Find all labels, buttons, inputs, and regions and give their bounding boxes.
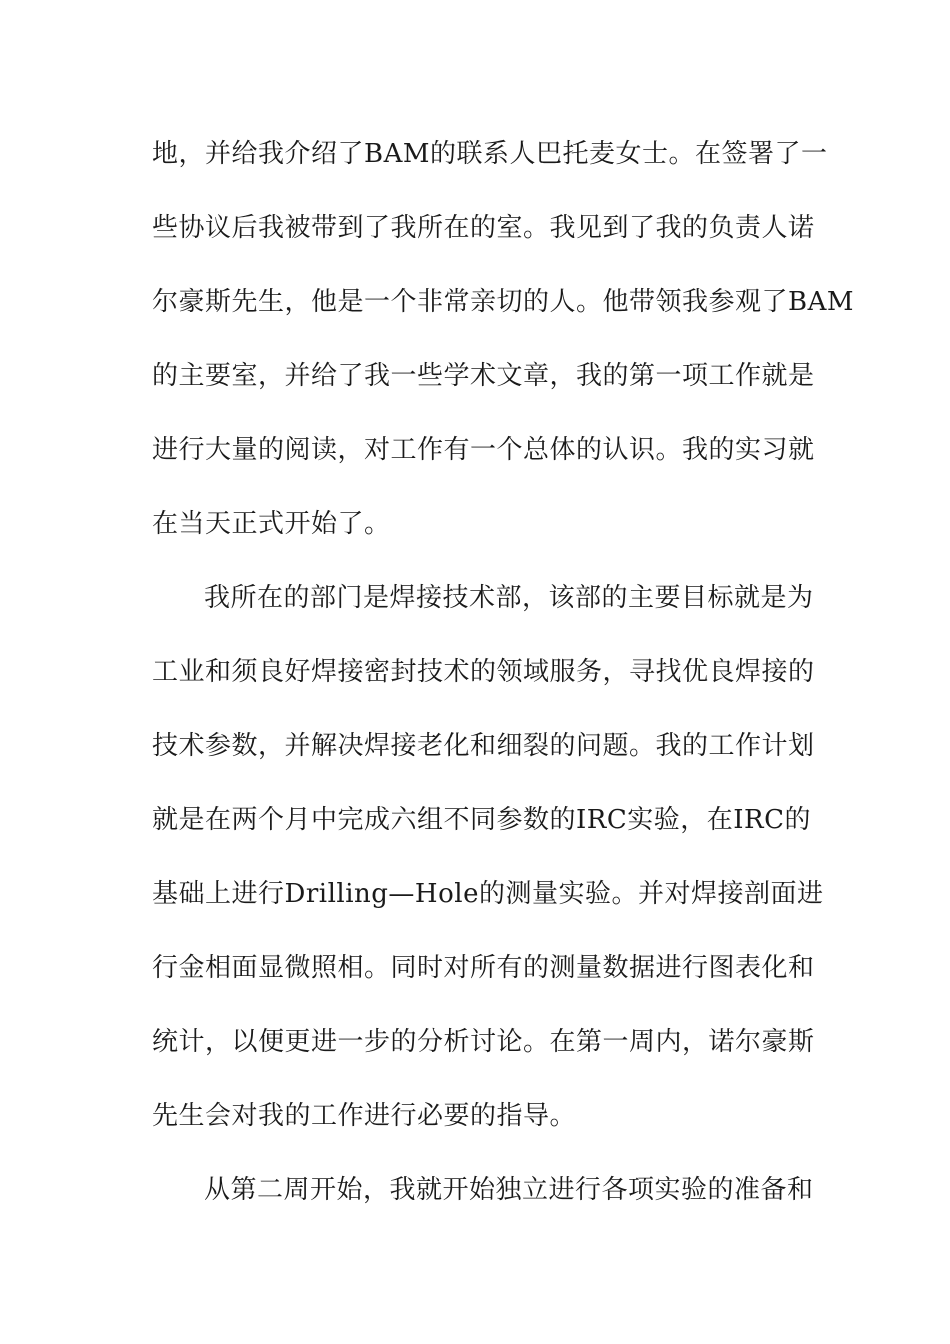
body-text (152, 128, 855, 1238)
paragraph-start-line: 从第二周开始，我就开始独立进行各项实验的准备和 (204, 1175, 814, 1205)
text-line: 进行大量的阅读，对工作有一个总体的认识。我的实习就 (152, 435, 815, 465)
text-line: 些协议后我被带到了我所在的室。我见到了我的负责人诺 (152, 213, 815, 243)
text-line: 技术参数，并解决焊接老化和细裂的问题。我的工作计划 (152, 731, 815, 761)
text-line: 的主要室，并给了我一些学术文章，我的第一项工作就是 (152, 361, 815, 391)
paragraph-start-line: 我所在的部门是焊接技术部，该部的主要目标就是为 (204, 583, 814, 613)
text-line: 地，并给我介绍了BAM的联系人巴托麦女士。在签署了一 (152, 139, 828, 169)
text-line: 工业和须良好焊接密封技术的领域服务，寻找优良焊接的 (152, 657, 815, 687)
text-line: 在当天正式开始了。 (152, 509, 391, 539)
text-line: 统计，以便更进一步的分析讨论。在第一周内，诺尔豪斯 (152, 1027, 815, 1057)
text-line: 先生会对我的工作进行必要的指导。 (152, 1101, 577, 1131)
text-line: 行金相面显微照相。同时对所有的测量数据进行图表化和 (152, 953, 815, 983)
text-line: 就是在两个月中完成六组不同参数的IRC实验，在IRC的 (152, 805, 811, 835)
text-line: 基础上进行Drilling—Hole的测量实验。并对焊接剖面进 (152, 879, 824, 909)
text-line: 尔豪斯先生，他是一个非常亲切的人。他带领我参观了BAM (152, 287, 855, 317)
